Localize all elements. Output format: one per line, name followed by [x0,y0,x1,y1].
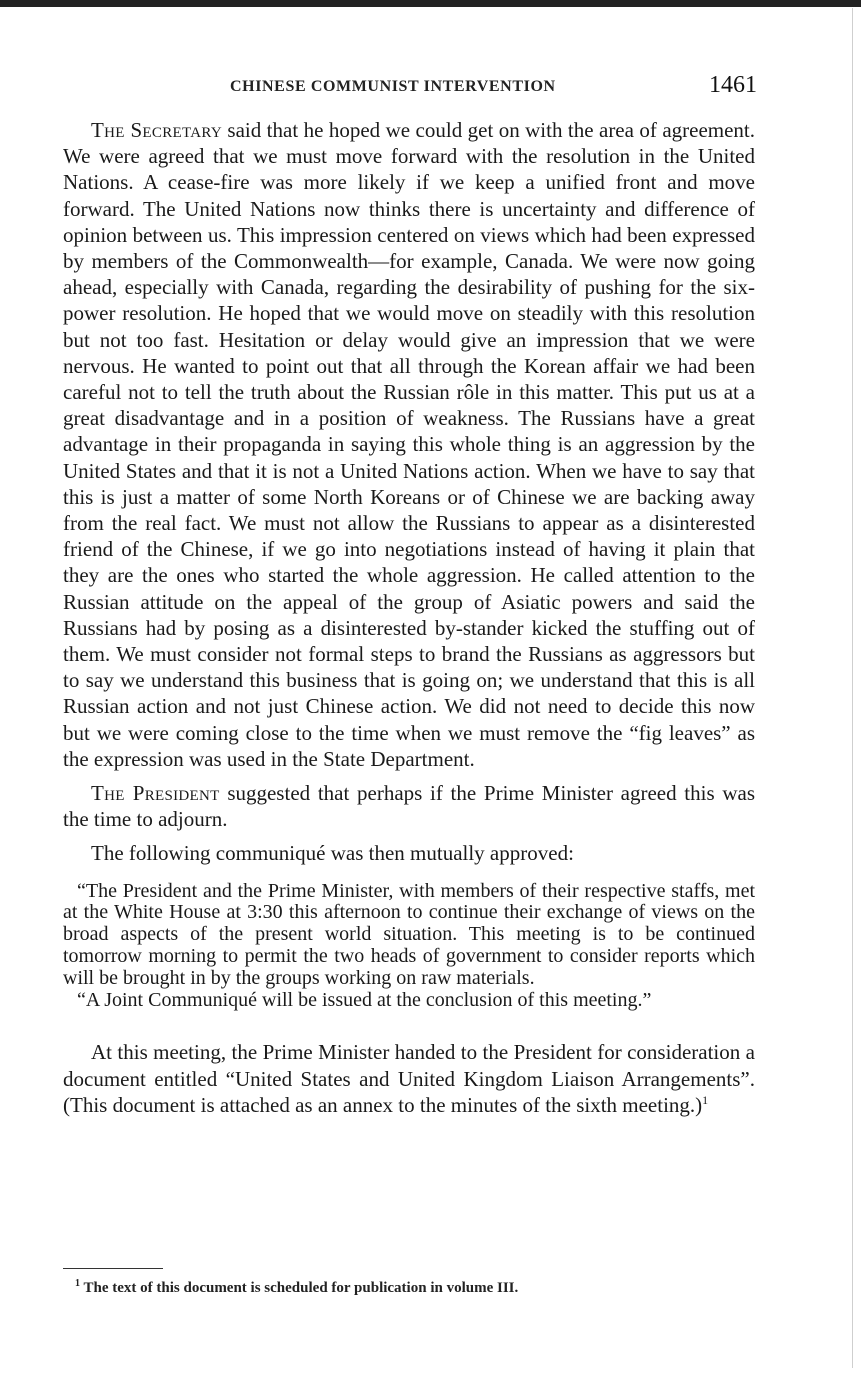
footnote-rule [63,1268,163,1269]
paragraph-text: At this meeting, the Prime Minister handed to the President for consideration a document entitled “United States and United Kingdom Liaison Arrangements”. (This document is attached as an annex to the minutes of the sixth meeting.) [63,1040,755,1117]
footnote [75,1280,755,1297]
section-gap [63,1011,755,1039]
speaker-name: The Secretary [91,118,222,142]
body-text [63,117,755,1118]
communique-quote [63,881,755,1012]
paragraph-closing [63,1039,755,1118]
speaker-name: The President [91,781,220,806]
paragraph-president [63,780,755,832]
quote-paragraph: “A Joint Communiqué will be issued at the conclusion of this meeting.” [77,988,652,1011]
paragraph-text: suggested that perhaps if the Prime Minister agreed this was the time to adjourn. [63,781,755,832]
quote-paragraph: “The President and the Prime Minister, with members of their respective staffs, met at the White House at 3:30 this afternoon to continue their exchange of views on the broad aspects of the present world situation. This meeting is to be continued tomorrow morning to permit the two heads of government to consider reports which will be brought in by the groups working on raw materials. [63,879,755,989]
top-rule [0,0,861,7]
running-head: CHINESE COMMUNIST INTERVENTION [230,78,556,95]
page-number: 1461 [709,72,757,98]
footnote-text: The text of this document is scheduled for publication in volume III. [83,1280,519,1296]
page-header [65,72,757,102]
page-edge [852,8,853,1368]
paragraph-communique-intro: The following communiqué was then mutually approved: [91,841,574,866]
paragraph-text: said that he hoped we could get on with the area of agreement. We were agreed that we must move forward with the resolution in the United Nations. A cease-fire was more likely if we keep a unified front and move forward. The United Nations now thinks there is uncertainty and difference of opinion between us. This impression centered on views which had been expressed by members of the Commonwealth—for example, Canada. We were now going ahead, especially with Canada, regarding the desirability of pushing for the six-power resolution. He hoped that we would move on steadily with this resolution but not too fast. Hesitation or delay would give an impression that we were nervous. He wanted to point out that all through the Korean affair we had been careful not to tell the truth about the Russian rôle in this matter. This put us at a great disadvantage and in a position of weakness. The Russians have a great advantage in their propaganda in saying this whole thing is an aggression by the United States and that it is not a United Nations action. When we have to say that this is just a matter of some North Koreans or of Chinese we are backing away from the real fact. We must not allow the Russians to appear as a disinterested friend of the Chinese, if we go into negotiations instead of having it plain that they are the ones who started the whole aggression. He called attention to the Russian attitude on the appeal of the group of Asiatic powers and said the Russians had by posing as a disinterested by-stander kicked the stuffing out of them. We must consider not formal steps to brand the Russians as aggressors but to say we understand this business that is going on; we understand that this is all Russian action and not just Chinese action. We did not need to decide this now but we were coming close to the time when we must remove the “fig leaves” as the expression was used in the State Department. [63,118,756,771]
footnote-mark: 1 [75,1278,80,1289]
footnote-reference: 1 [702,1092,709,1107]
paragraph-secretary [63,117,755,772]
